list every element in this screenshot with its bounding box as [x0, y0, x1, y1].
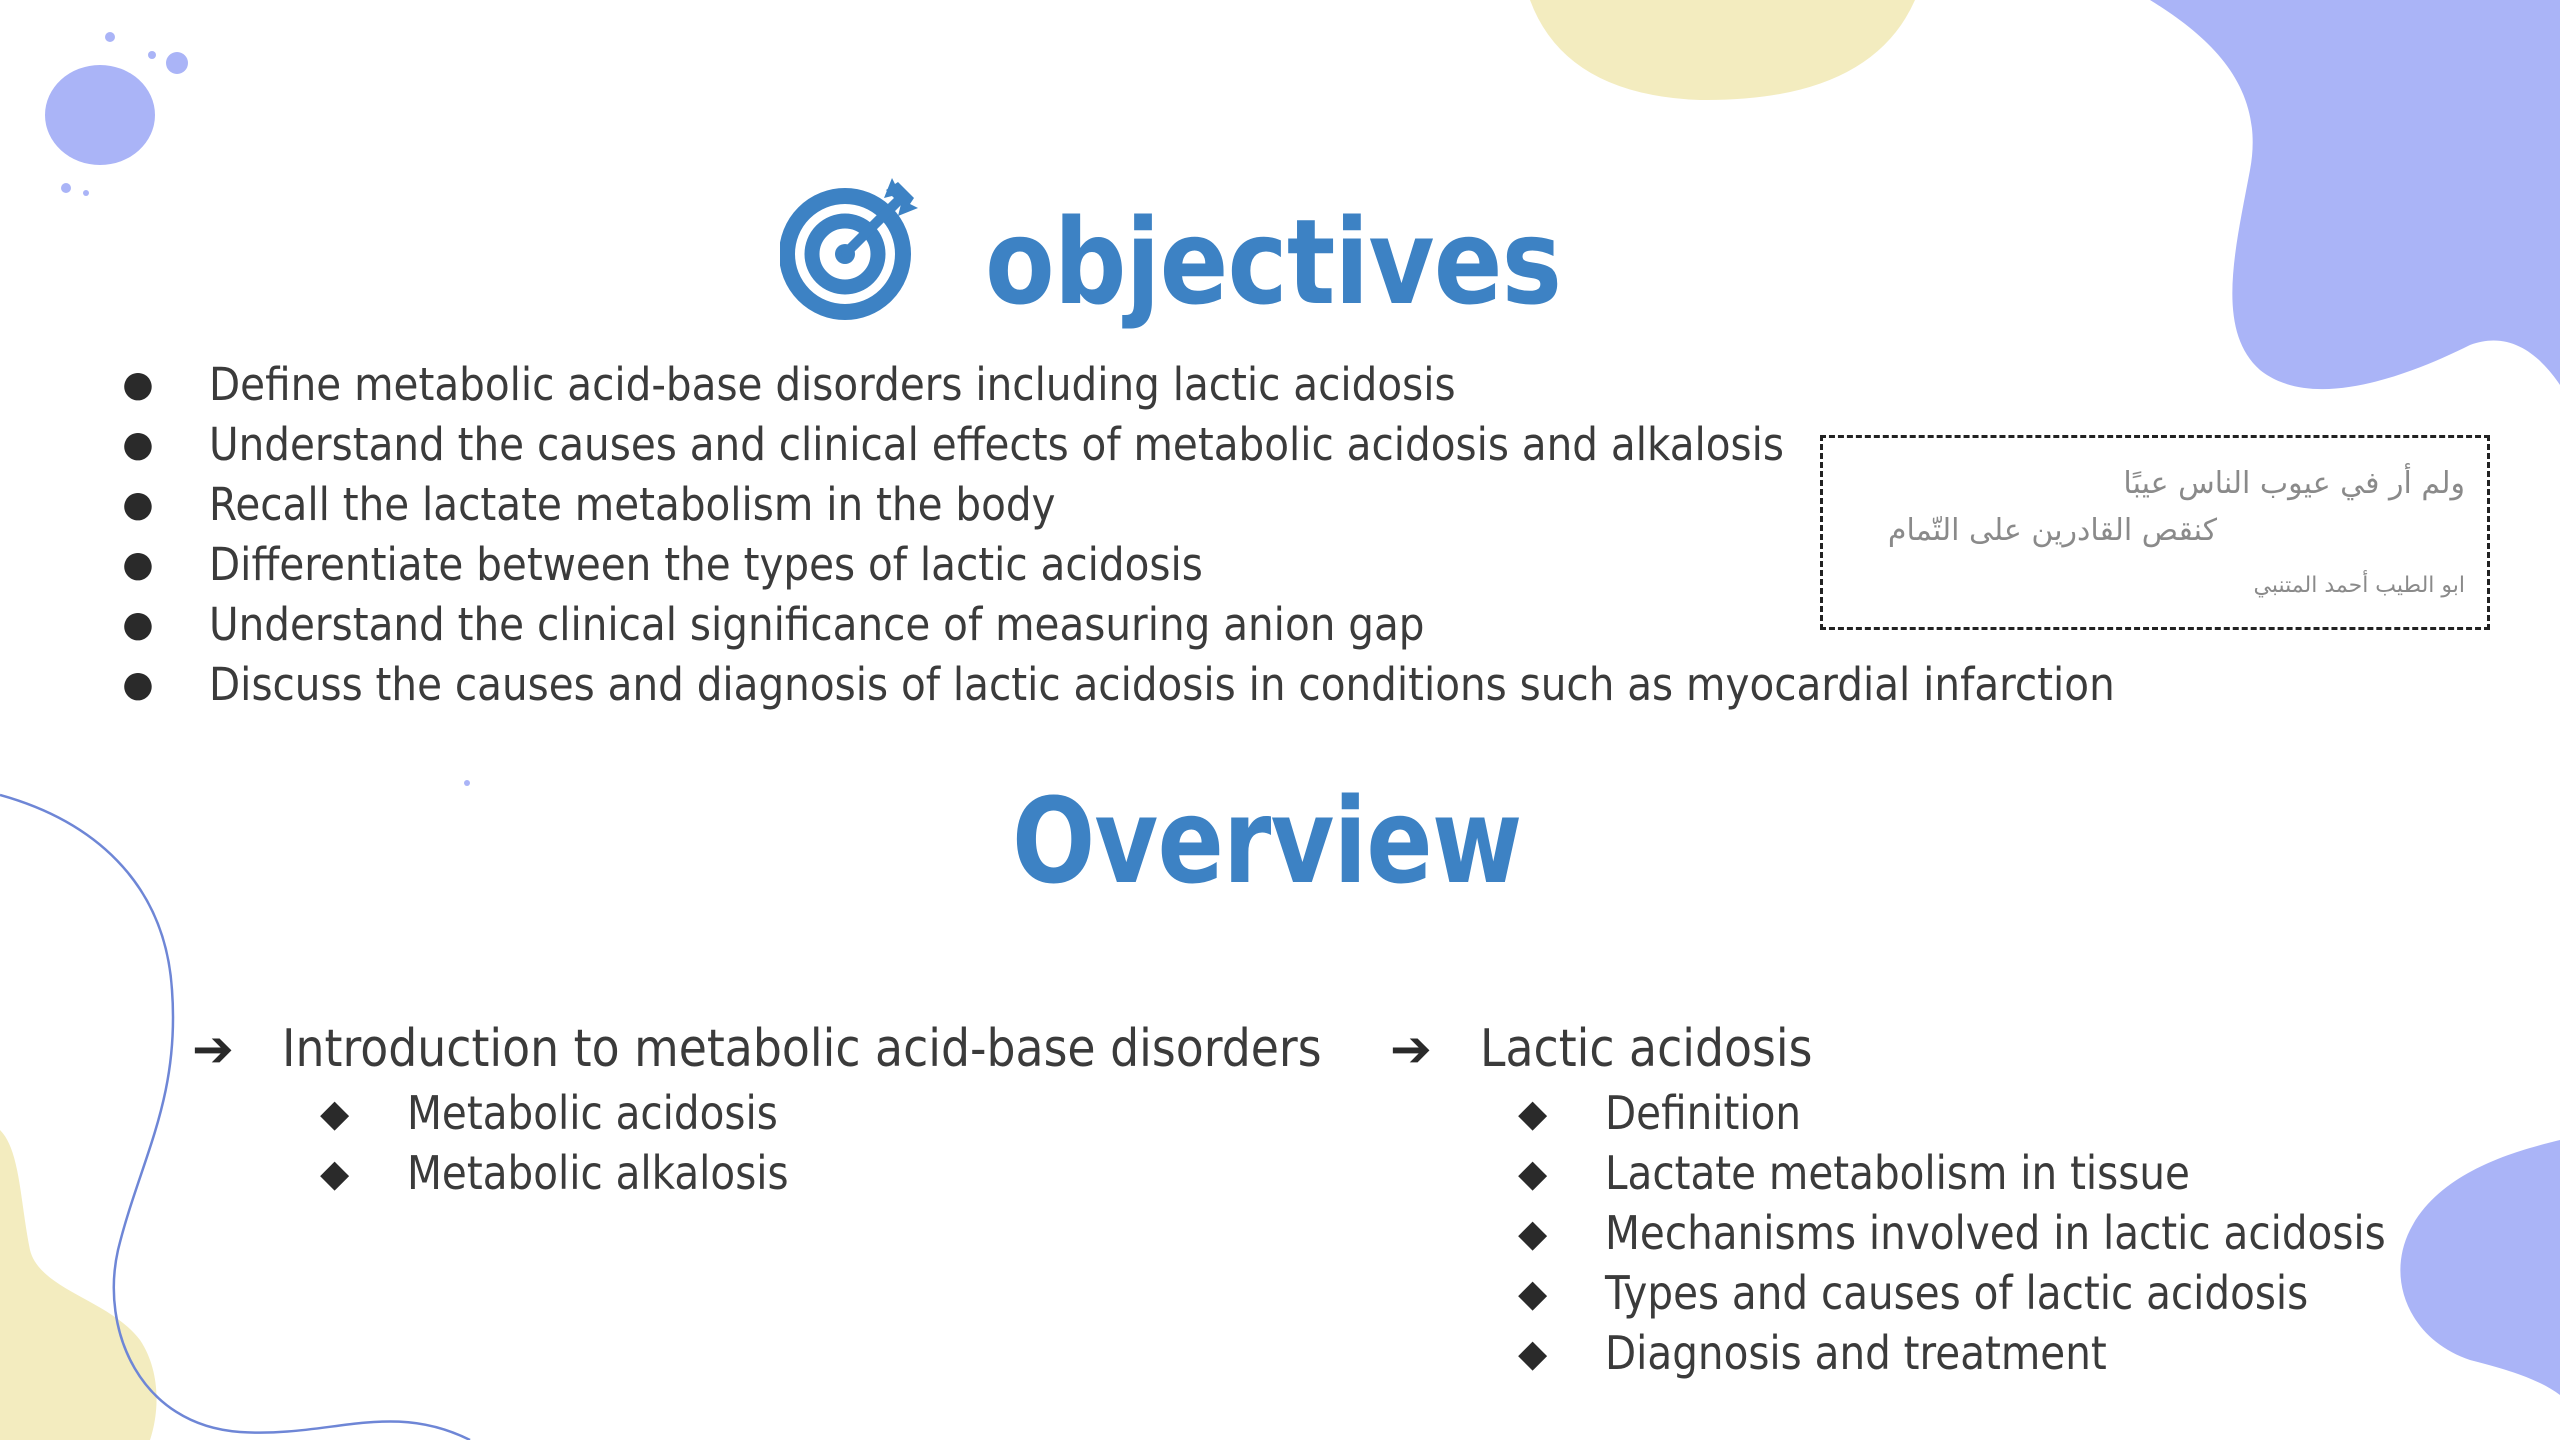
lavender-bottom-right-blob [2400, 1140, 2560, 1395]
list-item-text: Metabolic alkalosis [407, 1146, 789, 1200]
diamond-icon: ◆ [1518, 1271, 1548, 1315]
list-item-text: Lactate metabolism in tissue [1605, 1146, 2190, 1200]
diamond-icon: ◆ [1518, 1091, 1548, 1135]
bullet-icon: ● [122, 604, 154, 645]
objective-text: Understand the causes and clinical effects of metabolic acidosis and alkalosis [209, 418, 1784, 471]
lavender-top-right-blob [2150, 0, 2560, 389]
arrow-right-icon: ➔ [1390, 1020, 1432, 1078]
bullet-icon: ● [122, 544, 154, 585]
bullet-icon: ● [122, 424, 154, 465]
diamond-icon: ◆ [1518, 1331, 1548, 1375]
diamond-icon: ◆ [320, 1151, 350, 1195]
bullet-icon: ● [122, 664, 154, 705]
list-item-text: Definition [1605, 1086, 1802, 1140]
yellow-bottom-left-blob [0, 1130, 157, 1440]
yellow-top-blob [1530, 0, 1915, 100]
quote-line-1: ولم أر في عيوب الناس عيبًا [2123, 466, 2465, 501]
objectives-title: objectives [985, 193, 1562, 331]
quote-box [1820, 435, 2490, 630]
lavender-splash [45, 65, 155, 165]
objective-text: Differentiate between the types of lactic acidosis [209, 538, 1203, 591]
quote-line-2: كنقص القادرين على التّمام [1887, 513, 2217, 548]
target-arrow-icon [780, 176, 925, 321]
bullet-icon: ● [122, 364, 154, 405]
objective-text: Define metabolic acid-base disorders including lactic acidosis [209, 358, 1456, 411]
objective-text: Understand the clinical significance of measuring anion gap [209, 598, 1425, 651]
bullet-icon: ● [122, 484, 154, 525]
objective-text: Recall the lactate metabolism in the body [209, 478, 1056, 531]
diamond-icon: ◆ [320, 1091, 350, 1135]
list-item-text: Mechanisms involved in lactic acidosis [1605, 1206, 2386, 1260]
arrow-right-icon: ➔ [192, 1020, 234, 1078]
overview-heading-text: Introduction to metabolic acid-base disorders [282, 1019, 1322, 1079]
overview-heading-text: Lactic acidosis [1480, 1019, 1813, 1079]
list-item-text: Metabolic acidosis [407, 1086, 778, 1140]
blue-curve-line [0, 795, 470, 1440]
quote-author: ابو الطيب أحمد المتنبي [2253, 573, 2465, 598]
list-item-text: Diagnosis and treatment [1605, 1326, 2107, 1380]
objective-text: Discuss the causes and diagnosis of lactic acidosis in conditions such as myocardial infarction [209, 658, 2115, 711]
diamond-icon: ◆ [1518, 1211, 1548, 1255]
list-item-text: Types and causes of lactic acidosis [1605, 1266, 2309, 1320]
diamond-icon: ◆ [1518, 1151, 1548, 1195]
overview-title: Overview [1012, 772, 1522, 910]
